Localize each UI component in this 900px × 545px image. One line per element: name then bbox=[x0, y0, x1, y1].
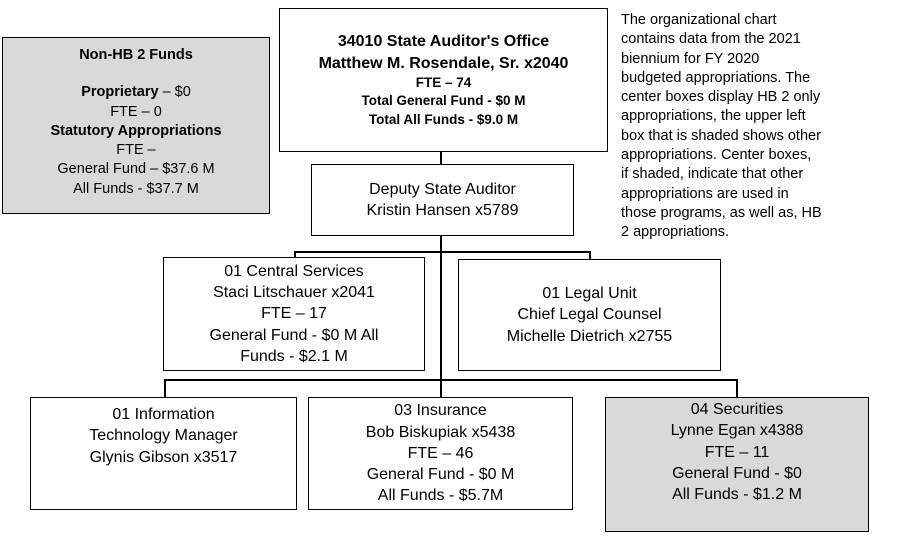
note-line: biennium for FY 2020 bbox=[621, 50, 760, 67]
proprietary-value: – $0 bbox=[158, 84, 191, 101]
note-line: appropriations. Center boxes, bbox=[621, 146, 812, 163]
note-line: 2 appropriations. bbox=[621, 224, 730, 241]
non-hb2-title: Non-HB 2 Funds bbox=[79, 47, 193, 63]
note-line: box that is shaded shows other bbox=[621, 127, 821, 144]
information-technology-box bbox=[30, 397, 297, 510]
deputy-auditor-box bbox=[311, 164, 574, 236]
connector-level2-bar bbox=[294, 251, 590, 253]
central-services-box bbox=[163, 257, 425, 371]
connector-level3-bar bbox=[164, 379, 737, 381]
legal-unit-name: 01 Legal Unit bbox=[542, 285, 637, 303]
connector-securities-drop bbox=[736, 379, 738, 398]
proprietary-label: Proprietary bbox=[81, 84, 159, 101]
note-line: appropriations, the upper left bbox=[621, 108, 806, 125]
central-services-head: Staci Litschauer x2041 bbox=[213, 284, 375, 302]
insurance-all-funds: All Funds - $5.7M bbox=[377, 487, 504, 505]
information-role: Technology Manager bbox=[89, 427, 238, 445]
office-fte: FTE – 74 bbox=[415, 75, 472, 91]
connector-root-deputy bbox=[440, 151, 442, 165]
statutory-all-funds: All Funds - $37.7 M bbox=[73, 180, 199, 197]
note-line: if shaded, indicate that other bbox=[621, 166, 804, 183]
insurance-head: Bob Biskupiak x5438 bbox=[365, 423, 516, 441]
root-office-box bbox=[279, 8, 608, 152]
note-line: budgeted appropriations. The bbox=[621, 69, 811, 86]
connector-information-drop bbox=[164, 379, 166, 398]
insurance-box bbox=[308, 397, 573, 510]
securities-fte: FTE – 11 bbox=[704, 443, 770, 461]
office-head: Matthew M. Rosendale, Sr. x2040 bbox=[318, 54, 569, 72]
office-title: 34010 State Auditor's Office bbox=[337, 33, 550, 51]
statutory-general-fund: General Fund – $37.6 M bbox=[57, 161, 215, 178]
note-line: those programs, as well as, HB bbox=[621, 204, 822, 221]
legal-unit-head: Michelle Dietrich x2755 bbox=[506, 327, 673, 345]
chart-explanation-note bbox=[621, 11, 889, 242]
insurance-fte: FTE – 46 bbox=[407, 444, 474, 462]
securities-box bbox=[605, 397, 869, 532]
proprietary-fte: FTE – 0 bbox=[110, 103, 162, 120]
deputy-title: Deputy State Auditor bbox=[369, 180, 516, 198]
note-line: contains data from the 2021 bbox=[621, 31, 801, 48]
central-services-unit: 01 Central Services bbox=[224, 262, 364, 280]
non-hb2-funds-box bbox=[2, 37, 270, 214]
deputy-name: Kristin Hansen x5789 bbox=[366, 202, 519, 219]
securities-general-fund: General Fund - $0 bbox=[672, 464, 802, 482]
central-services-fte: FTE – 17 bbox=[261, 305, 327, 323]
insurance-general-fund: General Fund - $0 M bbox=[366, 466, 515, 484]
insurance-unit: 03 Insurance bbox=[394, 402, 487, 420]
statutory-fte: FTE – bbox=[116, 142, 156, 159]
central-services-general-fund: General Fund - $0 M All bbox=[209, 326, 379, 344]
securities-unit: 04 Securities bbox=[690, 401, 784, 418]
central-services-all-funds: Funds - $2.1 M bbox=[240, 347, 348, 365]
note-line: appropriations are used in bbox=[621, 185, 789, 202]
connector-trunk bbox=[440, 235, 442, 399]
note-line: center boxes display HB 2 only bbox=[621, 89, 821, 106]
securities-head: Lynne Egan x4388 bbox=[670, 422, 804, 440]
legal-unit-role: Chief Legal Counsel bbox=[517, 306, 662, 324]
note-line: The organizational chart bbox=[621, 12, 777, 28]
legal-unit-box bbox=[458, 259, 721, 371]
office-all-funds: Total All Funds - $9.0 M bbox=[368, 111, 519, 127]
statutory-label: Statutory Appropriations bbox=[50, 122, 222, 139]
information-head: Glynis Gibson x3517 bbox=[89, 448, 238, 466]
proprietary-row bbox=[81, 83, 191, 102]
information-unit: 01 Information bbox=[112, 406, 215, 423]
securities-all-funds: All Funds - $1.2 M bbox=[672, 486, 802, 504]
office-general-fund: Total General Fund - $0 M bbox=[361, 93, 526, 109]
